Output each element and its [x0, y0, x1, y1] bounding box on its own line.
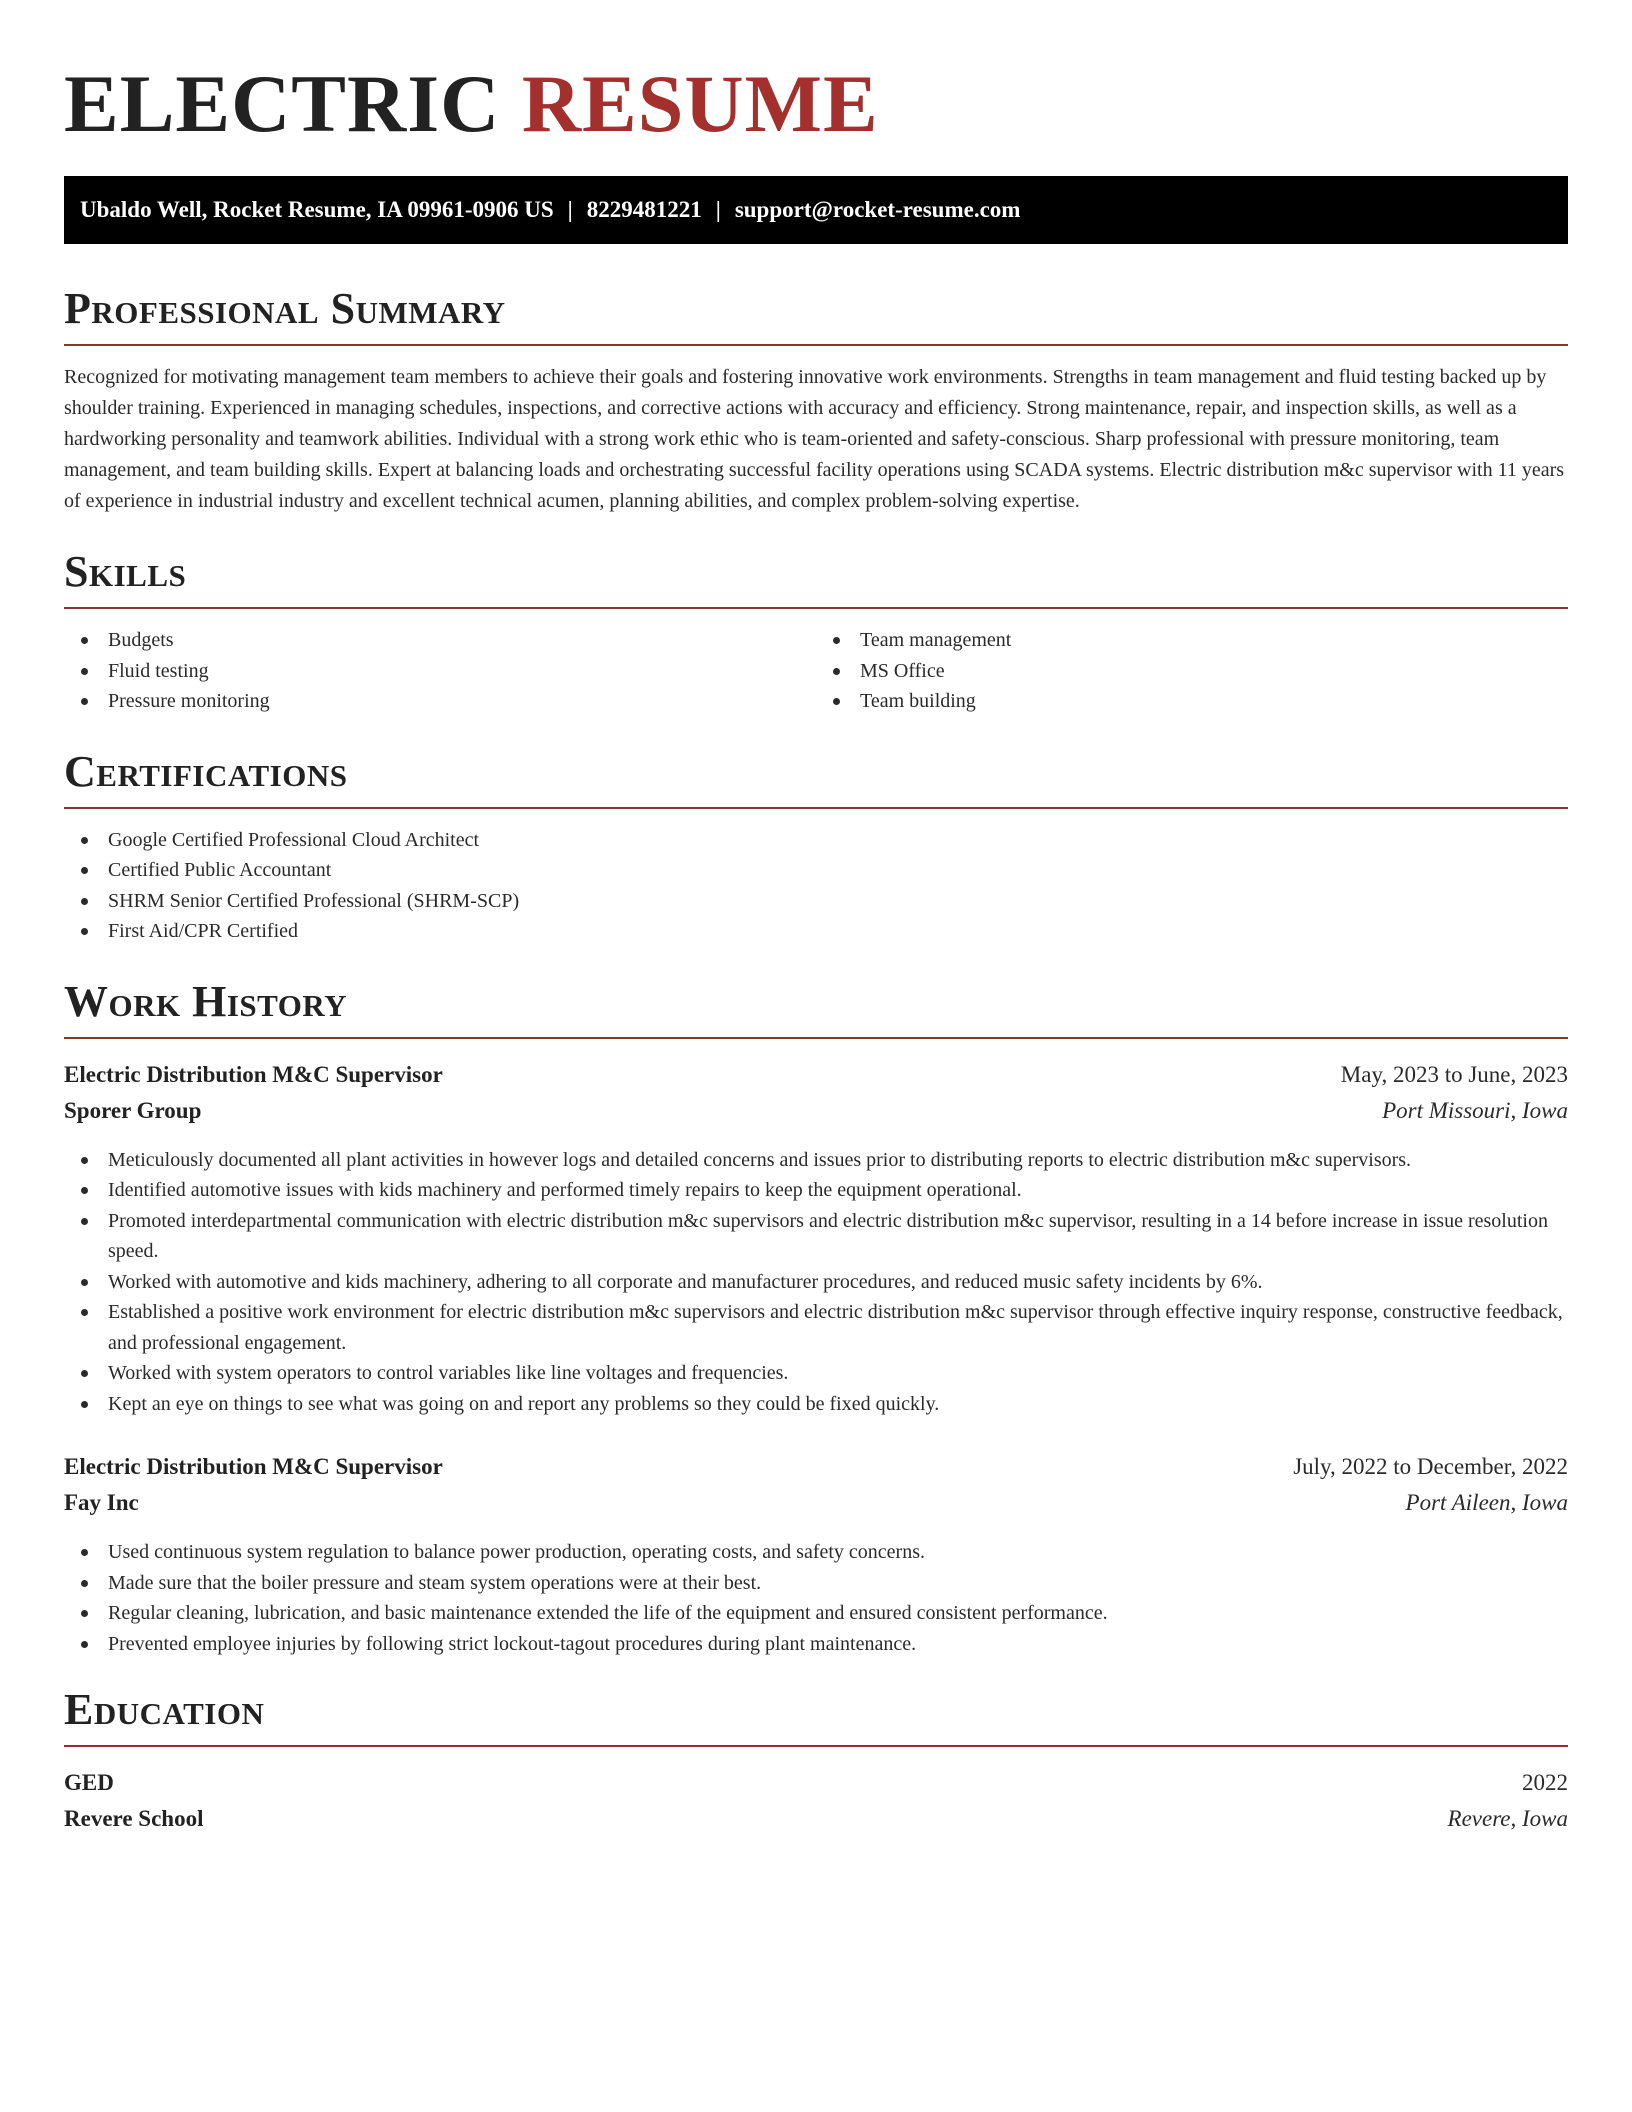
job-duty-item: Used continuous system regulation to balance power production, operating costs, and safety concerns.: [64, 1537, 1568, 1568]
job-location: Port Aileen, Iowa: [1405, 1490, 1568, 1515]
certification-item: Certified Public Accountant: [64, 855, 1568, 886]
education-header-row: [64, 1765, 1568, 1801]
summary-section: [64, 284, 1568, 517]
job-duties-list: [64, 1537, 1568, 1659]
education-school-row: [64, 1801, 1568, 1837]
job-duty-item: Prevented employee injuries by following strict lockout-tagout procedures during plant maintenance.: [64, 1629, 1568, 1660]
job-duty-item: Kept an eye on things to see what was going on and report any problems so they could be fixed quickly.: [64, 1389, 1568, 1420]
skills-heading: Skills: [64, 547, 187, 596]
job-duty-item: Promoted interdepartmental communication with electric distribution m&c supervisors and electric distribution m&c supervisor, resulting in a 14 before increase in issue resolution speed.: [64, 1206, 1568, 1267]
education-heading: Education: [64, 1685, 265, 1734]
job-duties-list: [64, 1145, 1568, 1420]
certifications-section: [64, 747, 1568, 947]
job-title: Electric Distribution M&C Supervisor: [64, 1454, 443, 1479]
skill-item: Team building: [816, 686, 1568, 717]
job-entry: [64, 1449, 1568, 1659]
contact-separator: |: [567, 197, 573, 222]
job-duty-item: Made sure that the boiler pressure and steam system operations were at their best.: [64, 1568, 1568, 1599]
education-school: Revere School: [64, 1806, 204, 1831]
job-duty-item: Meticulously documented all plant activities in however logs and detailed concerns and issues prior to distributing reports to electric distribution m&c supervisors.: [64, 1145, 1568, 1176]
education-degree: GED: [64, 1770, 114, 1795]
summary-heading: Professional Summary: [64, 284, 506, 333]
skill-item: Team management: [816, 625, 1568, 656]
job-company-row: [64, 1485, 1568, 1521]
contact-address: Ubaldo Well, Rocket Resume, IA 09961-0906 US: [80, 197, 554, 222]
work-history-section: [64, 977, 1568, 1660]
section-divider: [64, 807, 1568, 809]
job-location: Port Missouri, Iowa: [1382, 1097, 1568, 1123]
section-divider: [64, 1037, 1568, 1039]
job-duty-item: Established a positive work environment for electric distribution m&c supervisors and electric distribution m&c supervisor through effective inquiry response, constructive feedback, and professional engagement.: [64, 1297, 1568, 1358]
skill-item: Pressure monitoring: [64, 686, 816, 717]
skills-grid: [64, 609, 1568, 717]
job-company-row: [64, 1093, 1568, 1129]
job-duty-item: Regular cleaning, lubrication, and basic maintenance extended the life of the equipment and ensured consistent performance.: [64, 1598, 1568, 1629]
job-entry: [64, 1057, 1568, 1420]
title-word-resume: RESUME: [521, 58, 879, 149]
education-year: 2022: [1522, 1770, 1568, 1795]
skills-list-right: [816, 625, 1568, 717]
section-divider: [64, 1745, 1568, 1747]
skills-section: [64, 547, 1568, 717]
job-header-row: [64, 1449, 1568, 1485]
title-word-electric: ELECTRIC: [64, 58, 501, 149]
certification-item: SHRM Senior Certified Professional (SHRM-SCP): [64, 886, 1568, 917]
job-title: Electric Distribution M&C Supervisor: [64, 1061, 443, 1087]
job-company: Sporer Group: [64, 1097, 202, 1123]
education-section: [64, 1685, 1568, 1837]
skill-item: Budgets: [64, 625, 816, 656]
contact-email: support@rocket-resume.com: [734, 197, 1021, 222]
job-duty-item: Identified automotive issues with kids machinery and performed timely repairs to keep the equipment operational.: [64, 1175, 1568, 1206]
contact-phone: 8229481221: [586, 197, 702, 222]
section-divider: [64, 344, 1568, 346]
job-duty-item: Worked with system operators to control variables like line voltages and frequencies.: [64, 1358, 1568, 1389]
skill-item: Fluid testing: [64, 656, 816, 687]
education-entry: [64, 1765, 1568, 1837]
certifications-heading: Certifications: [64, 746, 348, 796]
job-company: Fay Inc: [64, 1490, 139, 1515]
job-dates: July, 2022 to December, 2022: [1293, 1454, 1568, 1479]
job-duty-item: Worked with automotive and kids machinery, adhering to all corporate and manufacturer procedures, and reduced music safety incidents by 6%.: [64, 1267, 1568, 1298]
certification-item: Google Certified Professional Cloud Architect: [64, 825, 1568, 856]
contact-separator: |: [715, 197, 721, 222]
contact-bar: [64, 176, 1568, 244]
education-location: Revere, Iowa: [1447, 1806, 1568, 1831]
certifications-list: [64, 825, 1568, 947]
skill-item: MS Office: [816, 656, 1568, 687]
work-history-heading: Work History: [64, 976, 348, 1026]
resume-title: [64, 58, 1568, 150]
summary-text: Recognized for motivating management team members to achieve their goals and fostering innovative work environments. Strengths in team management and fluid testing backed up by shoulder training. Experienced in managing schedules, inspections, and corrective actions with accuracy and efficiency. Strong maintenance, repair, and inspection skills, as well as a hardworking personality and teamwork abilities. Individual with a strong work ethic who is team-oriented and safety-conscious. Sharp professional with pressure monitoring, team management, and team building skills. Expert at balancing loads and orchestrating successful facility operations using SCADA systems. Electric distribution m&c supervisor with 11 years of experience in industrial industry and excellent technical acumen, planning abilities, and complex problem-solving expertise.: [64, 366, 1565, 512]
skills-list-left: [64, 625, 816, 717]
job-dates: May, 2023 to June, 2023: [1340, 1061, 1568, 1087]
certification-item: First Aid/CPR Certified: [64, 916, 1568, 947]
job-header-row: [64, 1057, 1568, 1093]
